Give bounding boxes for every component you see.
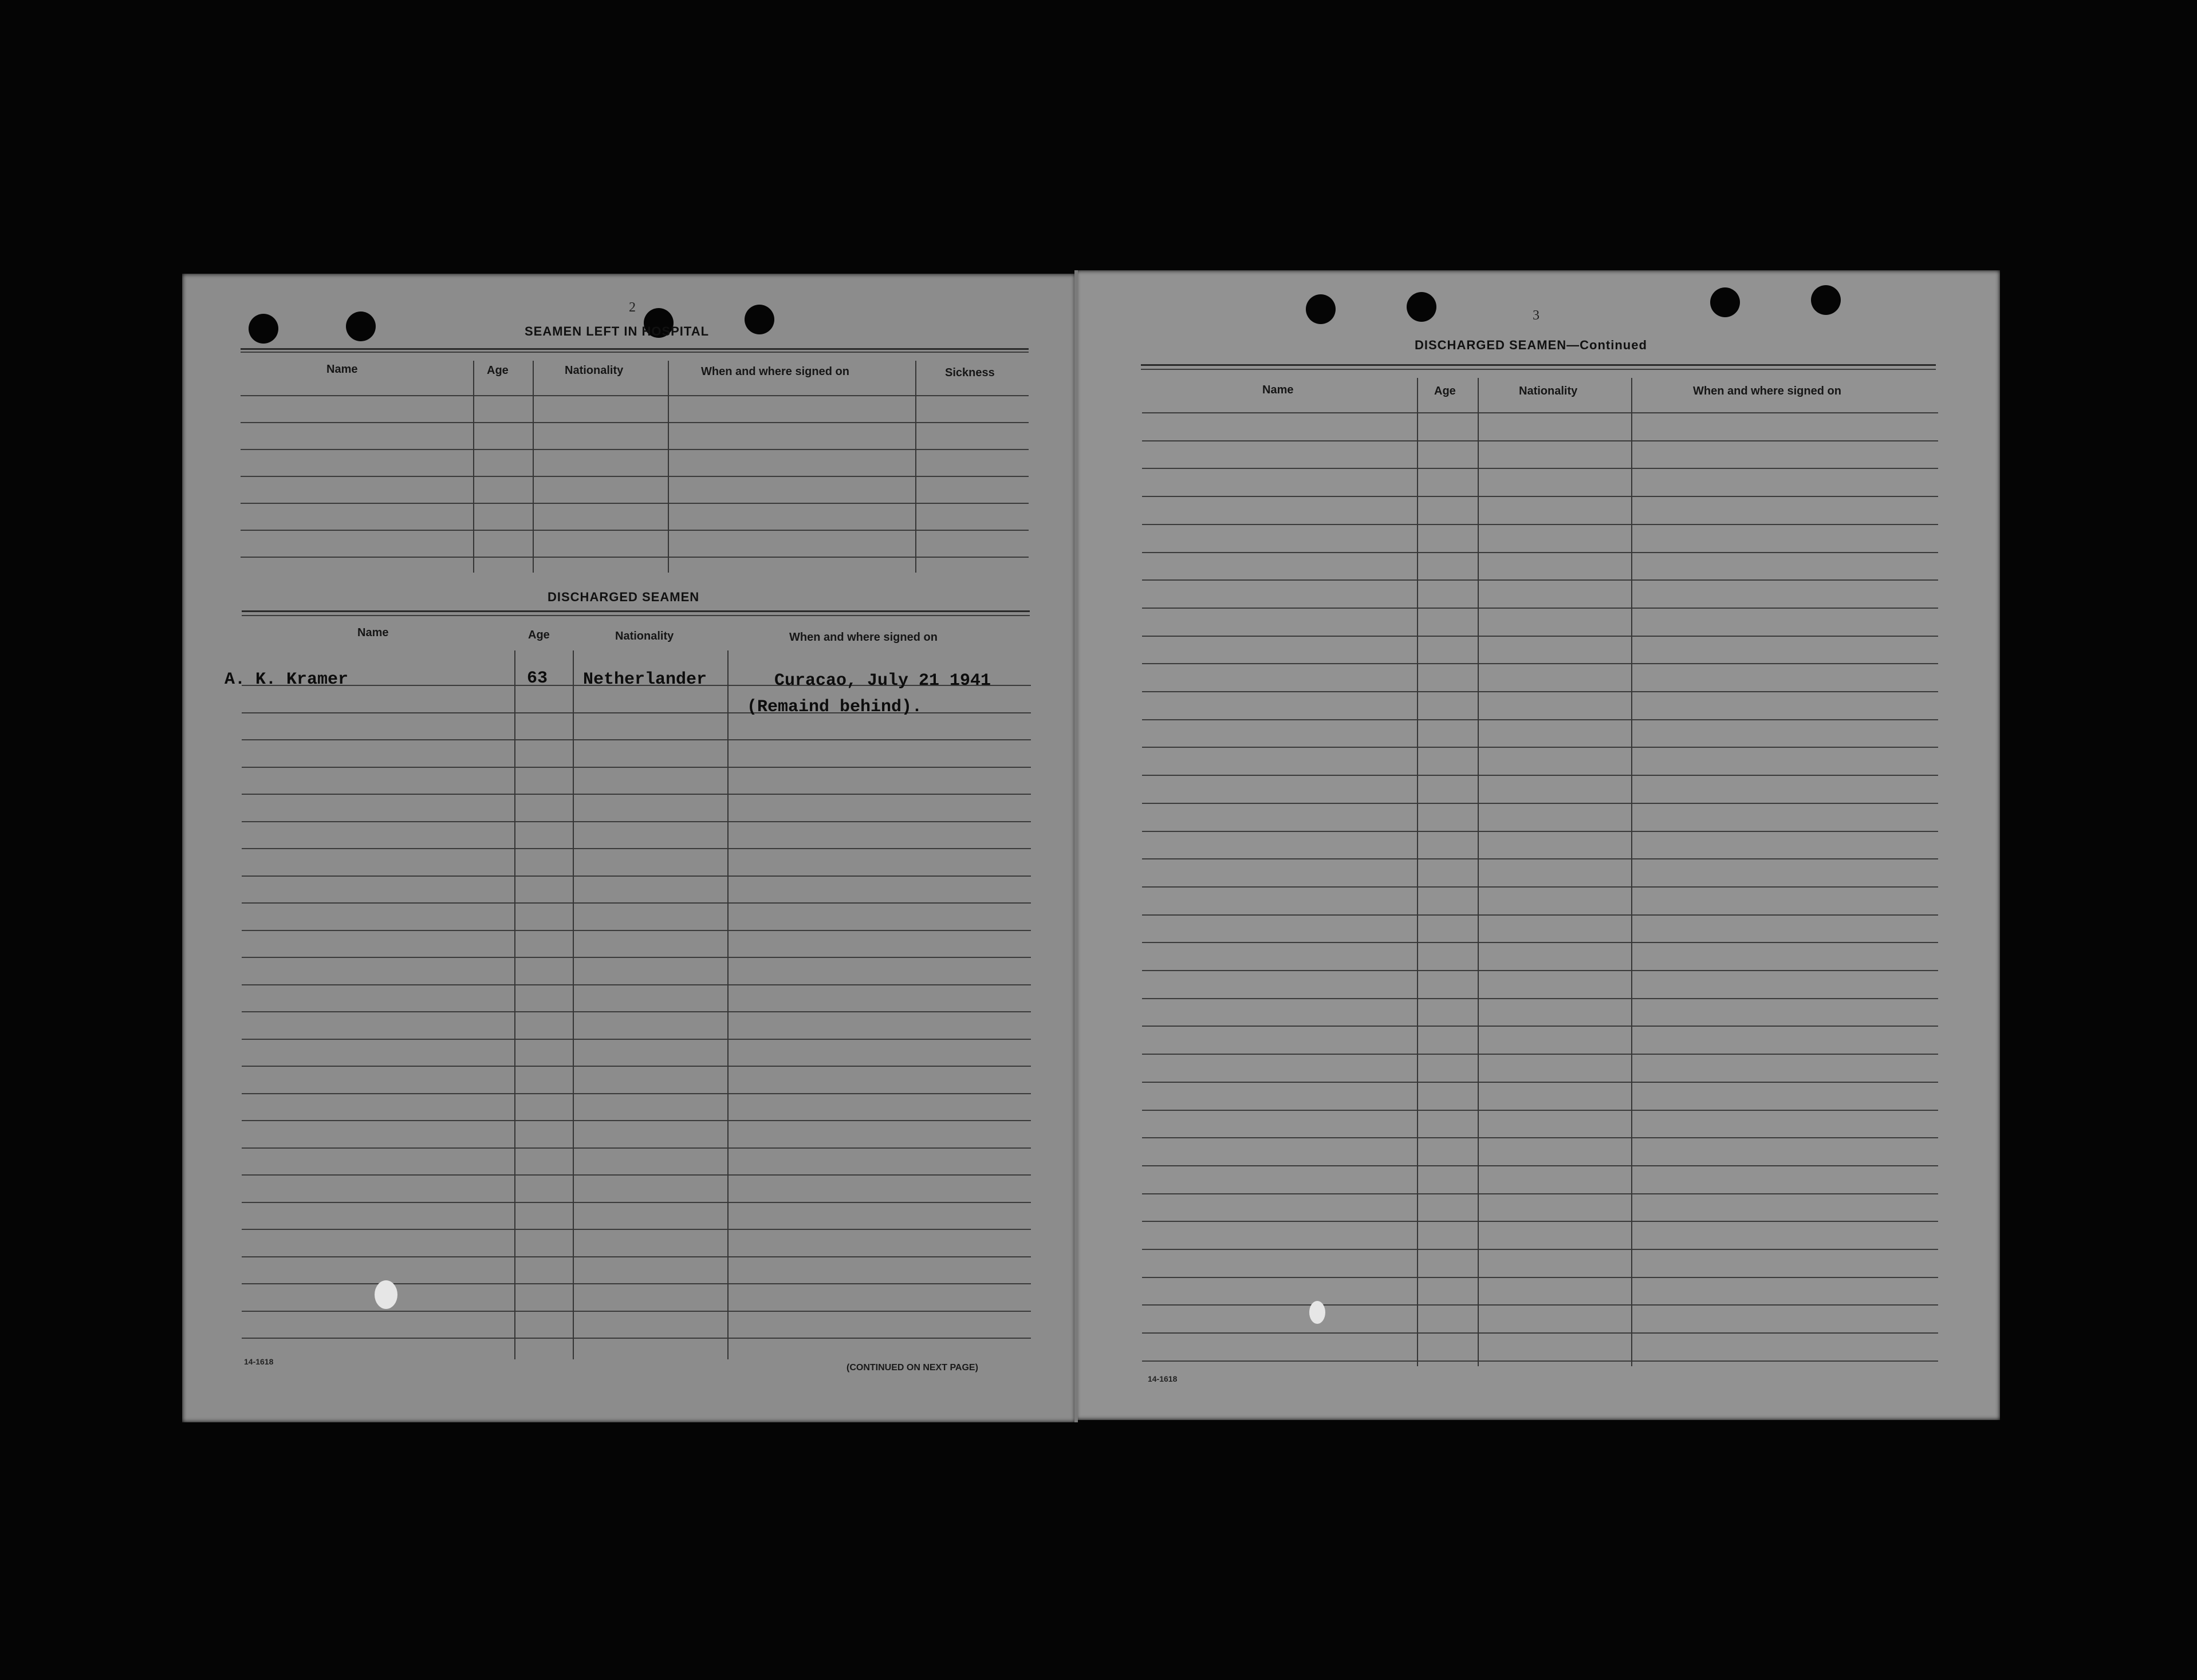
row-rule [242, 984, 1031, 985]
row-rule [241, 395, 1029, 396]
header-rule [1141, 364, 1936, 366]
section-title-hospital: SEAMEN LEFT IN HOSPITAL [525, 324, 710, 338]
row-rule [1142, 1304, 1938, 1306]
column-divider [1631, 378, 1632, 1366]
column-divider [915, 361, 916, 573]
col-header-signed-on: When and where signed on [1693, 385, 1841, 397]
row-rule [242, 1066, 1031, 1067]
row-rule [242, 1256, 1031, 1257]
row-rule [1142, 1054, 1938, 1055]
page-fold [1074, 270, 1078, 1422]
row-rule [241, 476, 1029, 477]
row-rule [242, 1039, 1031, 1040]
header-rule [241, 348, 1029, 350]
row-rule [242, 794, 1031, 795]
row-rule [1142, 775, 1938, 776]
row-rule [1142, 468, 1938, 469]
row-rule [1142, 496, 1938, 497]
row-rule [241, 449, 1029, 450]
row-rule [1142, 886, 1938, 888]
punch-hole [745, 305, 774, 334]
row-rule [242, 1229, 1031, 1230]
row-rule [242, 821, 1031, 822]
row-rule [241, 503, 1029, 504]
entry-nationality: Netherlander [583, 670, 707, 689]
row-rule [1142, 998, 1938, 999]
punch-hole [1306, 294, 1336, 324]
row-rule [1142, 803, 1938, 804]
row-rule [242, 739, 1031, 740]
right-page [1076, 270, 2000, 1420]
form-number: 14-1618 [1148, 1374, 1178, 1383]
paper-blemish [375, 1280, 397, 1309]
punch-hole [1811, 285, 1841, 315]
header-rule [1141, 369, 1936, 370]
row-rule [1142, 1360, 1938, 1362]
row-rule [1142, 914, 1938, 916]
column-divider [573, 650, 574, 1359]
row-rule [242, 1202, 1031, 1203]
punch-hole [346, 311, 376, 341]
col-header-name: Name [1262, 384, 1294, 396]
row-rule [242, 848, 1031, 849]
row-rule [242, 876, 1031, 877]
row-rule [241, 557, 1029, 558]
col-header-sickness: Sickness [945, 366, 995, 379]
row-rule [242, 1174, 1031, 1176]
row-rule [1142, 1082, 1938, 1083]
row-rule [241, 422, 1029, 423]
row-rule [242, 1283, 1031, 1284]
punch-hole [1710, 287, 1740, 317]
page-number: 3 [1533, 308, 1540, 323]
row-rule [1142, 858, 1938, 859]
section-title-discharged: DISCHARGED SEAMEN [548, 590, 700, 604]
row-rule [1142, 663, 1938, 664]
row-rule [1142, 1165, 1938, 1166]
row-rule [242, 902, 1031, 904]
col-header-nationality: Nationality [615, 630, 674, 642]
col-header-nationality: Nationality [1519, 385, 1578, 397]
entry-signed-on: Curacao, July 21 1941 [774, 671, 991, 691]
column-divider [514, 650, 515, 1359]
page-number: 2 [629, 300, 636, 315]
col-header-nationality: Nationality [565, 364, 624, 377]
col-header-name: Name [357, 626, 389, 639]
punch-hole [249, 314, 278, 344]
header-rule [242, 610, 1030, 612]
row-rule [241, 530, 1029, 531]
row-rule [1142, 691, 1938, 692]
column-divider [1478, 378, 1479, 1366]
row-rule [1142, 579, 1938, 581]
row-rule [1142, 412, 1938, 413]
row-rule [1142, 1277, 1938, 1278]
row-rule [1142, 719, 1938, 720]
row-rule [242, 1147, 1031, 1149]
column-divider [473, 361, 474, 573]
entry-note: (Remaind behind). [747, 697, 923, 717]
entry-age: 63 [527, 669, 548, 688]
row-rule [242, 1120, 1031, 1121]
row-rule [242, 1011, 1031, 1012]
row-rule [1142, 1221, 1938, 1222]
row-rule [1142, 970, 1938, 971]
column-divider [727, 650, 729, 1359]
column-divider [533, 361, 534, 573]
col-header-signed-on: When and where signed on [789, 631, 938, 644]
row-rule [1142, 942, 1938, 943]
entry-name: A. K. Kramer [225, 670, 349, 689]
row-rule [1142, 636, 1938, 637]
row-rule [1142, 747, 1938, 748]
row-rule [242, 957, 1031, 958]
row-rule [242, 767, 1031, 768]
form-number: 14-1618 [244, 1357, 274, 1366]
row-rule [1142, 1026, 1938, 1027]
row-rule [1142, 1249, 1938, 1250]
punch-hole [1407, 292, 1436, 322]
row-rule [1142, 608, 1938, 609]
row-rule [242, 1311, 1031, 1312]
paper-blemish [1309, 1301, 1325, 1324]
col-header-age: Age [1434, 385, 1456, 397]
col-header-name: Name [326, 363, 358, 376]
row-rule [1142, 831, 1938, 832]
row-rule [1142, 1137, 1938, 1138]
row-rule [1142, 1332, 1938, 1334]
header-rule [241, 352, 1029, 353]
row-rule [242, 1338, 1031, 1339]
section-title-discharged-continued: DISCHARGED SEAMEN—Continued [1415, 338, 1647, 352]
column-divider [1417, 378, 1418, 1366]
row-rule [242, 930, 1031, 931]
col-header-age: Age [528, 629, 550, 641]
row-rule [1142, 1193, 1938, 1194]
row-rule [1142, 552, 1938, 553]
col-header-signed-on: When and where signed on [701, 365, 849, 378]
row-rule [1142, 1110, 1938, 1111]
row-rule [1142, 524, 1938, 525]
column-divider [668, 361, 669, 573]
col-header-age: Age [487, 364, 509, 377]
continued-note: (CONTINUED ON NEXT PAGE) [846, 1363, 978, 1373]
row-rule [1142, 440, 1938, 441]
row-rule [242, 1093, 1031, 1094]
header-rule [242, 615, 1030, 616]
